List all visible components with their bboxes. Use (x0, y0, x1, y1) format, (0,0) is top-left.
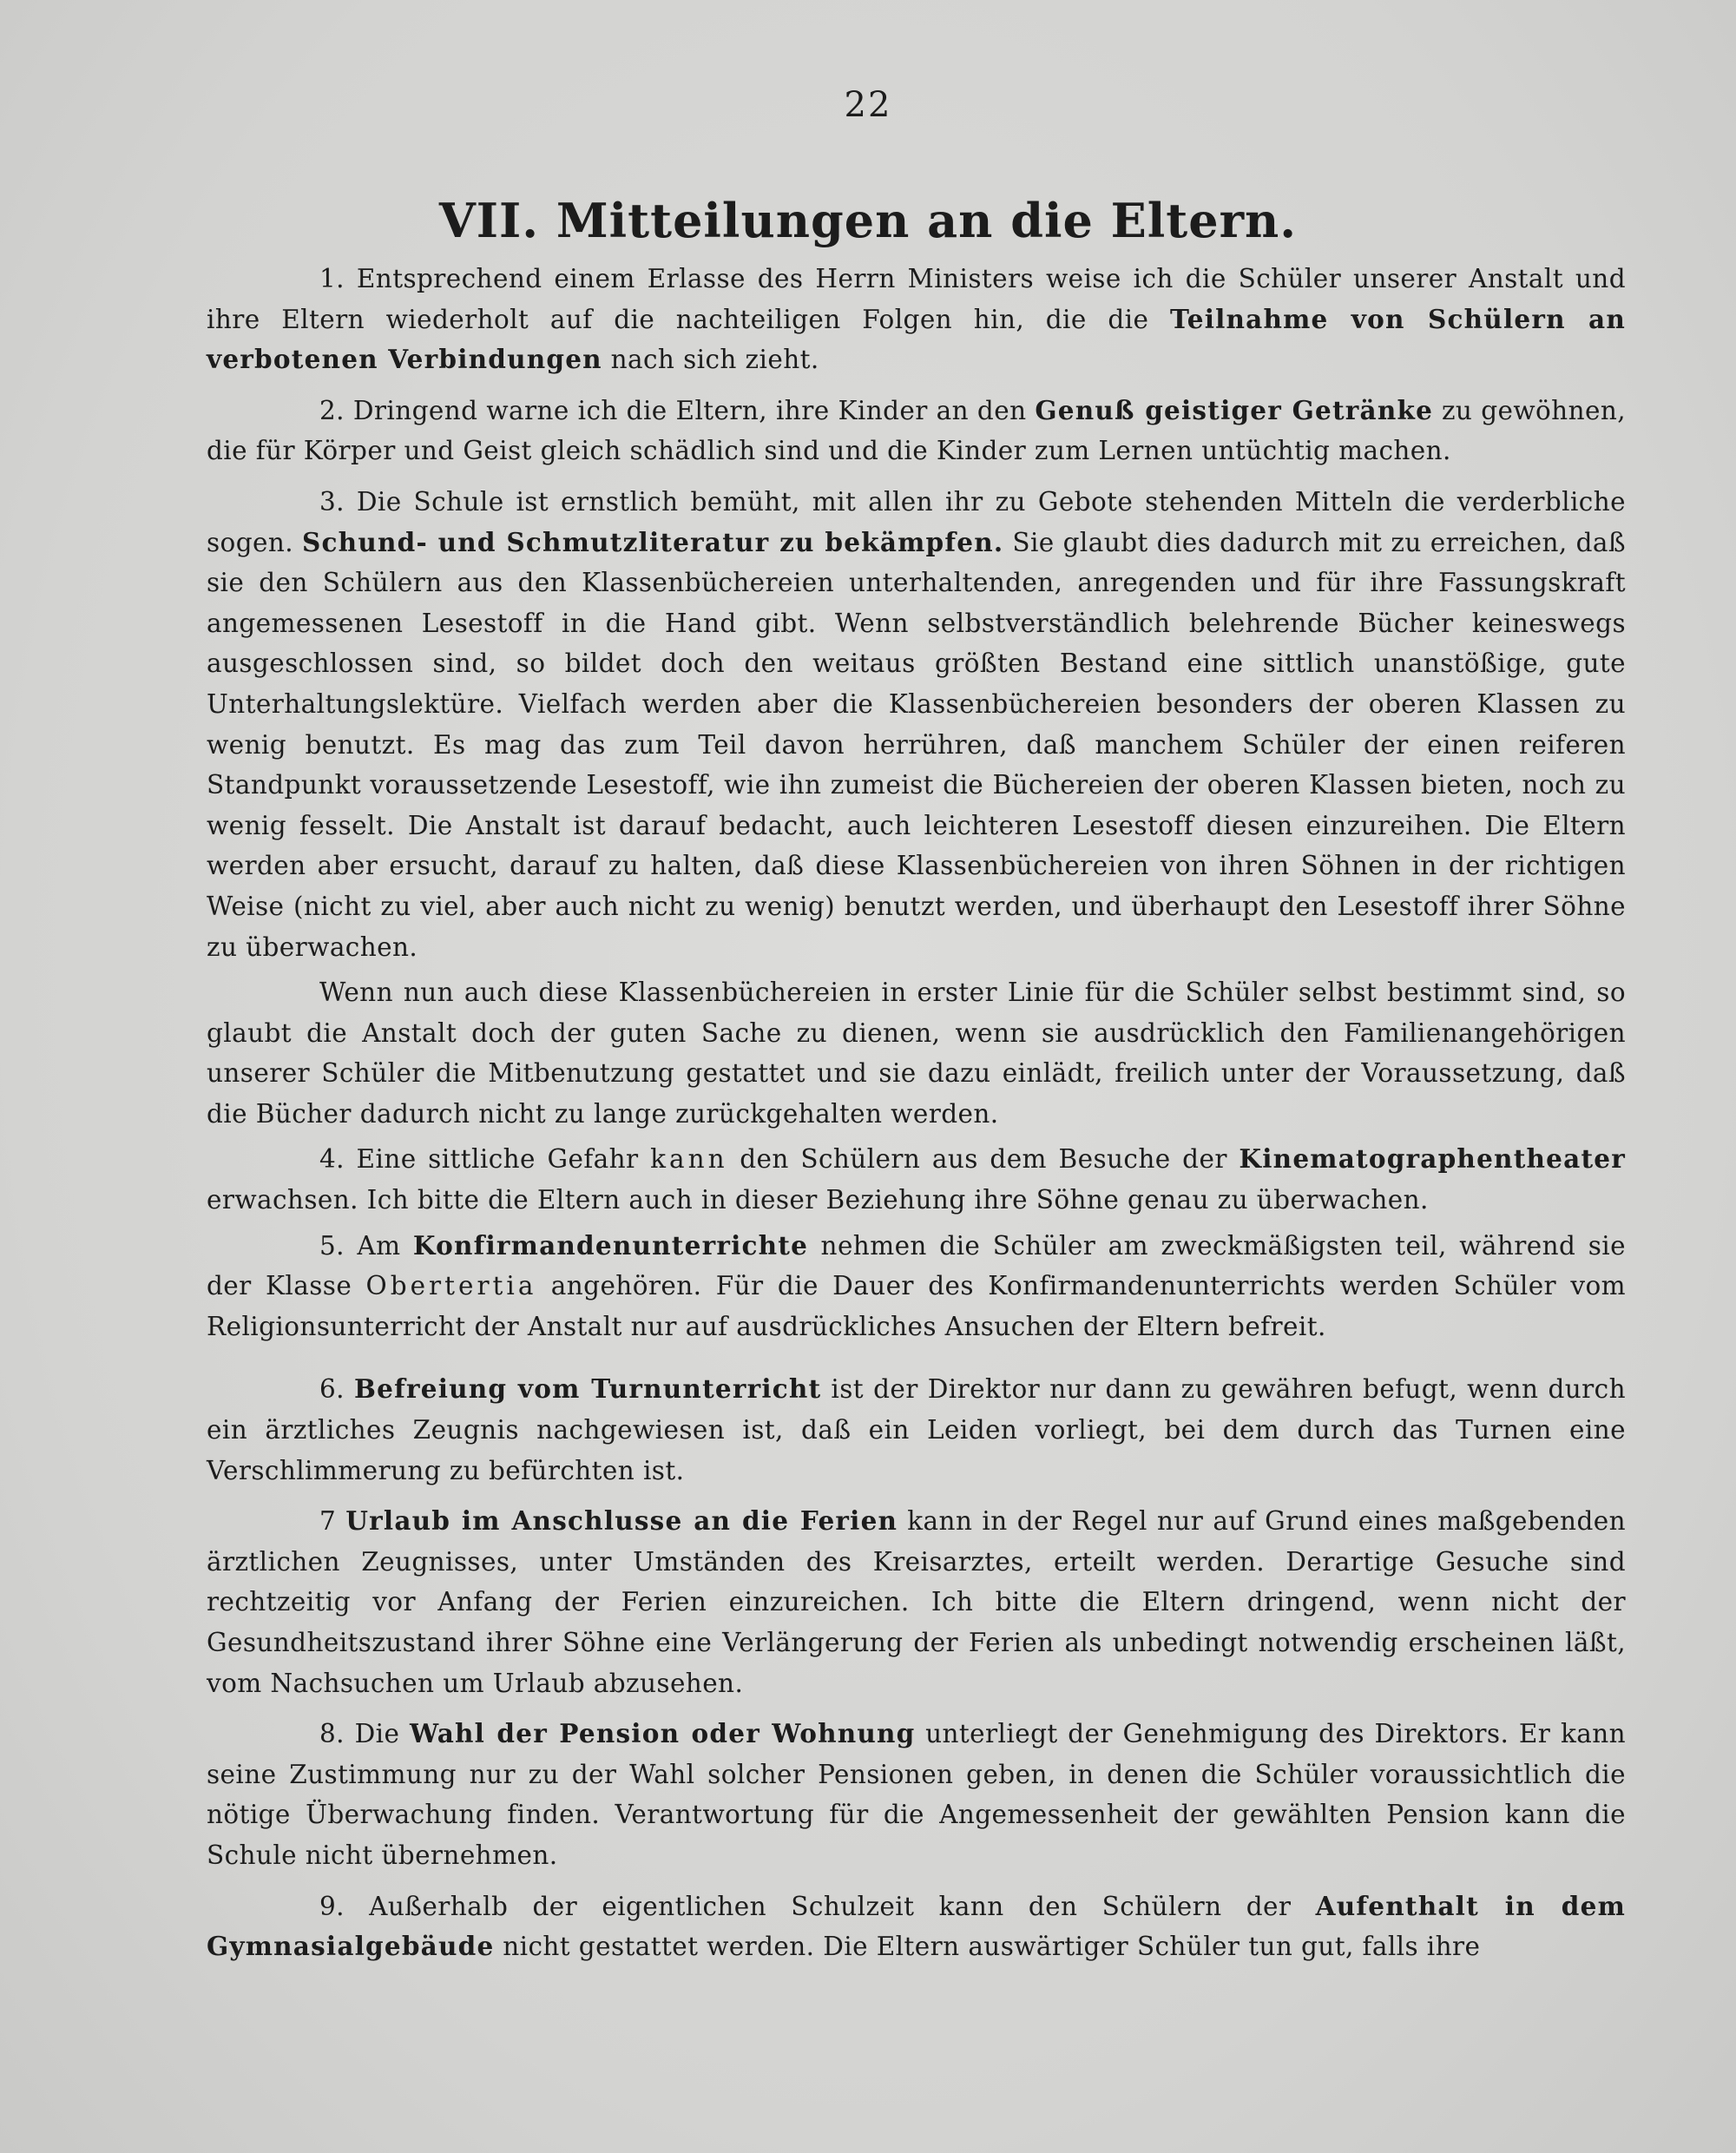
emphasis-turnunterricht: Befreiung vom Turnunterricht (353, 1373, 822, 1405)
paragraph-5: 5. Am Konfirmandenunterrichte nehmen die Schüler am zweckmäßigsten teil, während sie der Klasse Obertertia angehören. Für die Dauer des Konfirmandenunterrichts werden Schüler vom Religionsunterricht der Anstalt nur auf ausdrückliches Ansuchen der Eltern befreit. (207, 1229, 1626, 1341)
paragraph-7: 7 Urlaub im Anschlusse an die Ferien kann in der Regel nur auf Grund eines maßgebenden ärztlichen Zeugnisses, unter Umständen des Kreisarztes, erteilt werden. Derartige Gesuche sind rechtzeitig vor Anfang der Ferien einzureichen. Ich bitte die Eltern dringend, wenn nicht der Gesundheitszustand ihrer Söhne eine Verlängerung der Ferien als unbedingt notwendig erscheinen läßt, vom Nachsuchen um Urlaub abzusehen. (207, 1505, 1626, 1698)
page-number: 22 (844, 85, 892, 125)
paragraph-4: 4. Eine sittliche Gefahr kann den Schülern aus dem Besuche der Kinematographentheater erwachsen. Ich bitte die Eltern auch in dieser Beziehung ihre Söhne genau zu überwachen. (207, 1143, 1626, 1215)
paragraph-8: 8. Die Wahl der Pension oder Wohnung unterliegt der Genehmigung des Direktors. Er kann seine Zustimmung nur zu der Wahl solcher Pensionen geben, in denen die Schüler voraussichtlich die nötige Überwachung finden. Verantwortung für die Angemessenheit der gewählten Pension kann die Schule nicht übernehmen. (207, 1718, 1627, 1870)
emphasis-aufenthalt: Aufenthalt in dem Gymnasialgebäude (207, 1890, 1626, 1962)
paragraph-2: 2. Dringend warne ich die Eltern, ihre Kinder an den Genuß geistiger Getränke zu gewöhnen, die für Körper und Geist gleich schädlich sind und die Kinder zum Lernen untüchtig machen. (207, 394, 1626, 466)
section-title: VII. Mitteilungen an die Eltern. (438, 193, 1298, 248)
paragraph-9: 9. Außerhalb der eigentlichen Schulzeit kann den Schülern der Aufenthalt in dem Gymnasialgebäude nicht gestattet werden. Die Eltern auswärtiger Schüler tun gut, falls ihre (207, 1890, 1626, 1962)
paragraph-6: 6. Befreiung vom Turnunterricht ist der Direktor nur dann zu gewähren befugt, wenn durch ein ärztliches Zeugnis nachgewiesen ist, daß ein Leiden vorliegt, bei dem durch das Turnen eine Verschlimmerung zu befürchten ist. (207, 1373, 1626, 1485)
emphasis-getraenke: Genuß geistiger Getränke (1035, 394, 1434, 425)
emphasis-konfirmandenunterricht: Konfirmandenunterrichte (412, 1229, 809, 1261)
paragraph-3-continued: Wenn nun auch diese Klassenbüchereien in erster Linie für die Schüler selbst bestimmt sind, so glaubt die Anstalt doch der guten Sache zu dienen, wenn sie ausdrücklich den Familienangehörigen unserer Schüler die Mitbenutzung gestattet und sie dazu einlädt, freilich unter der Voraussetzung, daß die Bücher dadurch nicht zu lange zurückgehalten werden. (207, 978, 1626, 1129)
body-text (207, 259, 1626, 1972)
emphasis-verbindungen: Teilnahme von Schülern an verbotenen Verbindungen (207, 303, 1626, 375)
paragraph-1: 1. Entsprechend einem Erlasse des Herrn Ministers weise ich die Schüler unserer Anstalt und ihre Eltern wiederholt auf die nachteiligen Folgen hin, die die Teilnahme von Schülern an verbotenen Verbindungen nach sich zieht. (207, 264, 1626, 375)
emphasis-urlaub: Urlaub im Anschlusse an die Ferien (345, 1505, 898, 1537)
emphasis-pension: Wahl der Pension oder Wohnung (409, 1718, 916, 1749)
paragraph-3: 3. Die Schule ist ernstlich bemüht, mit allen ihr zu Gebote stehenden Mitteln die verderbliche sogen. Schund- und Schmutzliteratur zu bekämpfen. Sie glaubt dies dadurch mit zu erreichen, daß sie den Schülern aus den Klassenbüchereien unterhaltenden, anregenden und für ihre Fassungskraft angemessenen Lesestoff in die Hand gibt. Wenn selbstverständlich belehrende Bücher keineswegs ausgeschlossen sind, so bildet doch den weitaus größten Bestand eine sittlich unanstößige, gute Unterhaltungslektüre. Vielfach werden aber die Klassenbüchereien besonders der oberen Klassen zu wenig benutzt. Es mag das zum Teil davon herrühren, daß manchem Schüler der einen reiferen Standpunkt voraussetzende Lesestoff, wie ihn zumeist die Büchereien der oberen Klassen bieten, noch zu wenig fesselt. Die Anstalt ist darauf bedacht, auch leichteren Lesestoff diesen einzureihen. Die Eltern werden aber ersucht, darauf zu halten, daß diese Klassenbüchereien von ihren Söhnen in der richtigen Weise (nicht zu viel, aber auch nicht zu wenig) benutzt werden, und überhaupt den Lesestoff ihrer Söhne zu überwachen. (207, 486, 1626, 962)
emphasis-schundliteratur: Schund- und Schmutzliteratur zu bekämpfen. (302, 526, 1004, 557)
emphasis-kinematographentheater: Kinematographentheater (1239, 1143, 1626, 1175)
